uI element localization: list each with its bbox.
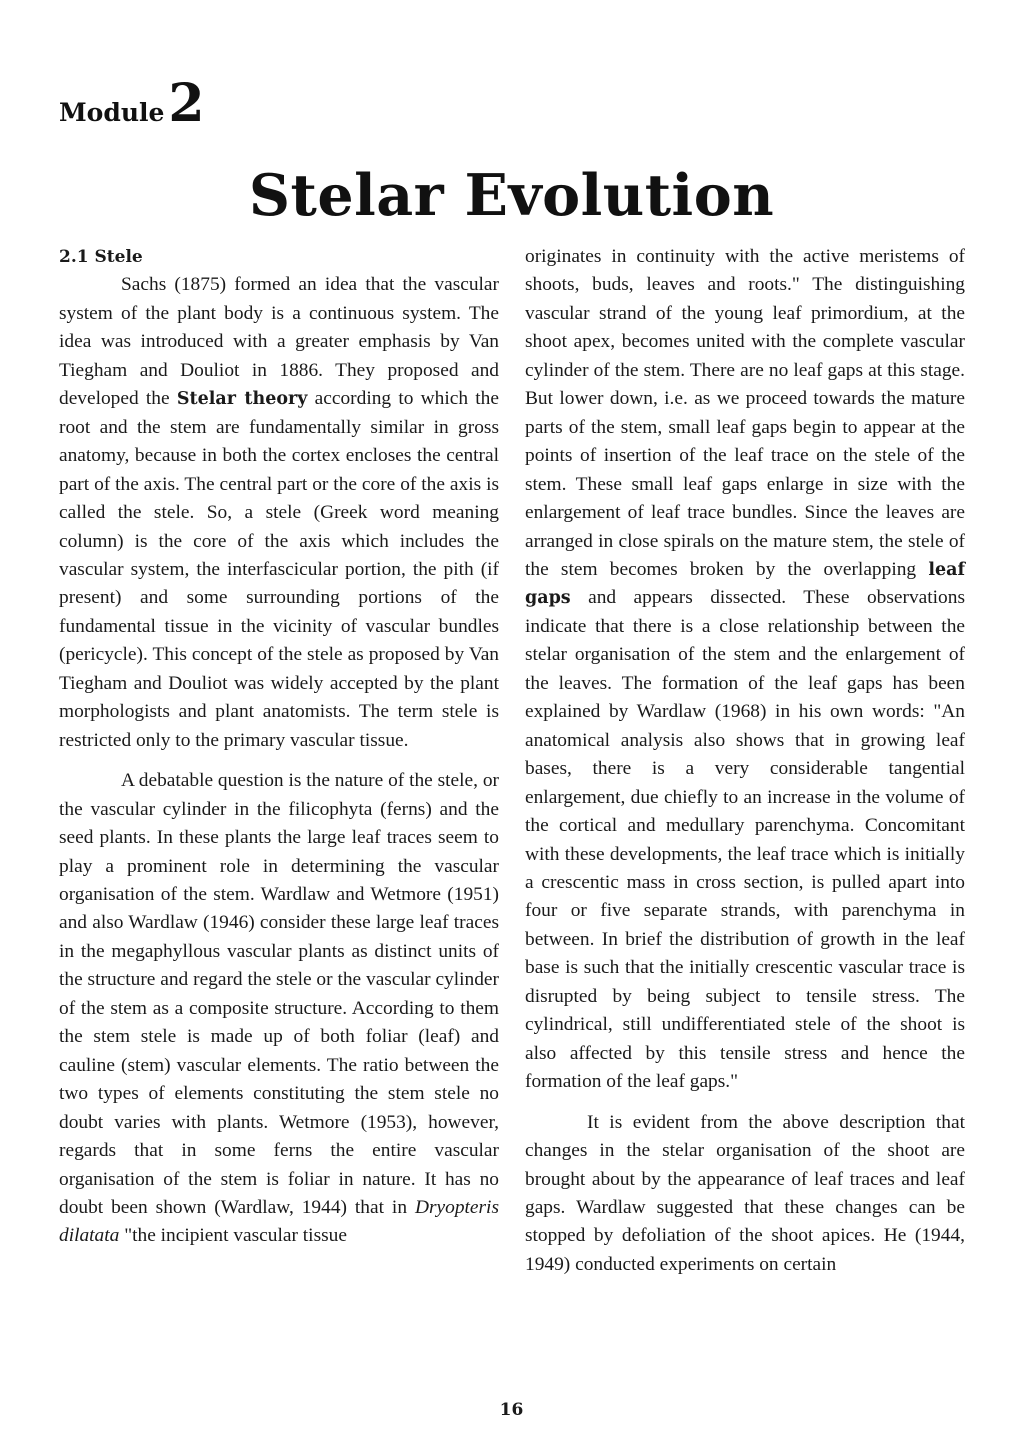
paragraph-stele-definition: [59, 271, 499, 755]
module-word: Module: [59, 98, 165, 127]
left-column: [59, 243, 499, 1251]
stelar-theory-term: Stelar theory: [176, 389, 308, 410]
paragraph-leaf-gaps: [525, 243, 965, 1097]
species-name: Dryopteris dilatata: [59, 1196, 499, 1247]
right-column: [525, 243, 965, 1279]
text-run: "the incipient vascular tissue: [119, 1225, 347, 1247]
module-number: 2: [168, 73, 205, 134]
leaf-gaps-term: leaf gaps: [525, 559, 965, 609]
section-heading: 2.1 Stele: [59, 247, 143, 267]
page-number: 16: [499, 1400, 524, 1420]
module-label: [59, 73, 205, 134]
text-run: A debatable question is the nature of the stele, or the vascular cylinder in the filicophyta (ferns) and the seed plants. In these plants the large leaf traces seem to play a prominent role in determining the vascular organisation of the stem. Wardlaw and Wetmore (1951) and also Wardlaw (1946) consider these large leaf traces in the megaphyllous vascular plants as distinct units of the structure and regard the stele or the vascular cylinder of the stem as a composite structure. According to them the stem stele is made up of both foliar (leaf) and cauline (stem) vascular elements. The ratio between the two types of elements constituting the stem stele no doubt varies with plants. Wetmore (1953), however, regards that in some ferns the entire vascular organisation of the stem is foliar in nature. It has no doubt been shown (Wardlaw, 1944) that in: [59, 770, 500, 1218]
paragraph-debatable-question: [59, 767, 499, 1251]
text-run: and appears dissected. These observations indicate that there is a close relationship between the stelar organisation of the stem and the enlargement of the leaves. The formation of the leaf gaps has been explained by Wardlaw (1968) in his own words: "An anatomical analysis also shows that in growing leaf bases, there is a very considerable tangential enlargement, due chiefly to an increase in the volume of the cortical and medullary parenchyma. Concomitant with these developments, the leaf trace which is initially a crescentic mass in cross section, is pulled apart into four or five separate strands, with parenchyma in between. In brief the distribution of growth in the leaf base is such that the initially crescentic vascular trace is disrupted by being subject to tensile stress. The cylindrical, still undifferentiated stele of the shoot is also affected by this tensile stress and hence the formation of the leaf gaps.": [525, 587, 965, 1093]
text-run: according to which the root and the stem are fundamentally similar in gross anatomy, because in both the cortex encloses the central part of the axis. The central part or the core of the axis is called the stele. So, a stele (Greek word meaning column) is the core of the axis which includes the vascular system, the interfascicular portion, the pith (if present) and some surrounding portions of the fundamental tissue in the vicinity of vascular bundles (pericycle). This concept of the stele as proposed by Van Tiegham and Douliot was widely accepted by the plant morphologists and plant anatomists. The term stele is restricted only to the primary vascular tissue.: [59, 388, 499, 751]
chapter-title: Stelar Evolution: [248, 162, 775, 229]
text-run: originates in continuity with the active meristems of shoots, buds, leaves and roots." The distinguishing vascular strand of the young leaf primordium, at the shoot apex, becomes united with the complete vascular cylinder of the stem. There are no leaf gaps at this stage. But lower down, i.e. as we proceed towards the mature parts of the stem, small leaf gaps begin to appear at the points of insertion of the leaf trace on the stele of the stem. These small leaf gaps enlarge in size with the enlargement of leaf trace bundles. Since the leaves are arranged in close spirals on the mature stem, the stele of the stem becomes broken by the overlapping: [525, 246, 965, 580]
text-run: Sachs (1875) formed an idea that the vascular system of the plant body is a continuous system. The idea was introduced with a greater emphasis by Van Tiegham and Douliot in 1886. They proposed and developed the: [59, 274, 499, 410]
paragraph-conclusion: It is evident from the above description that changes in the stelar organisation of the shoot are brought about by the appearance of leaf traces and leaf gaps. Wardlaw suggested that these changes can be stopped by defoliation of the shoot apices. He (1944, 1949) conducted experiments on certain: [525, 1111, 965, 1275]
